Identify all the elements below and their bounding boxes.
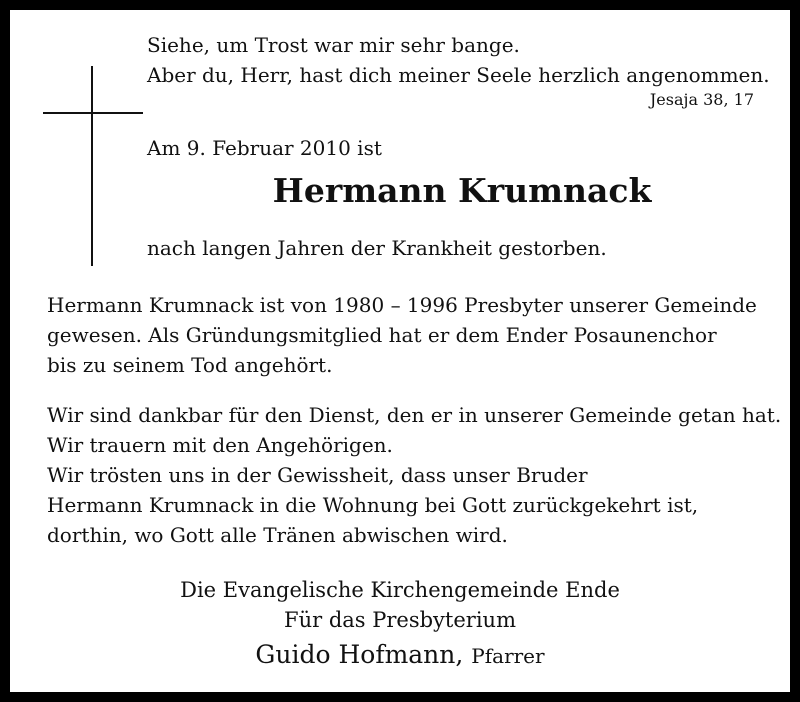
paragraph-line: Wir sind dankbar für den Dienst, den er in unserer Gemeinde getan hat. (47, 403, 782, 427)
paragraph-line: gewesen. Als Gründungsmitglied hat er dem Ender Posaunenchor (47, 323, 717, 347)
death-date-intro: Am 9. Februar 2010 ist (147, 136, 382, 160)
signature-subtitle: Für das Presbyterium (284, 608, 516, 632)
verse-line: Siehe, um Trost war mir sehr bange. (147, 33, 520, 57)
signature-name: Guido Hofmann, (255, 640, 464, 669)
signature-organization: Die Evangelische Kirchengemeinde Ende (180, 578, 620, 602)
condolence-paragraph (47, 400, 781, 550)
signature-name-line (10, 638, 790, 673)
signature-role: Pfarrer (471, 644, 545, 668)
paragraph-line: dorthin, wo Gott alle Tränen abwischen wird. (47, 523, 508, 547)
paragraph-line: Hermann Krumnack in die Wohnung bei Gott zurückgekehrt ist, (47, 493, 699, 517)
death-statement: nach langen Jahren der Krankheit gestorben. (147, 236, 607, 260)
biography-paragraph (47, 290, 757, 380)
verse-line: Aber du, Herr, hast dich meiner Seele herzlich angenommen. (147, 63, 770, 87)
paragraph-line: Wir trauern mit den Angehörigen. (47, 433, 393, 457)
paragraph-line: Wir trösten uns in der Gewissheit, dass unser Bruder (47, 463, 588, 487)
deceased-name: Hermann Krumnack (272, 171, 652, 210)
paragraph-line: bis zu seinem Tod angehört. (47, 353, 333, 377)
bible-verse (147, 30, 770, 90)
cross-icon-vertical (91, 66, 93, 266)
verse-reference: Jesaja 38, 17 (649, 90, 754, 109)
cross-icon-horizontal (43, 112, 143, 114)
paragraph-line: Hermann Krumnack ist von 1980 – 1996 Presbyter unserer Gemeinde (47, 293, 757, 317)
